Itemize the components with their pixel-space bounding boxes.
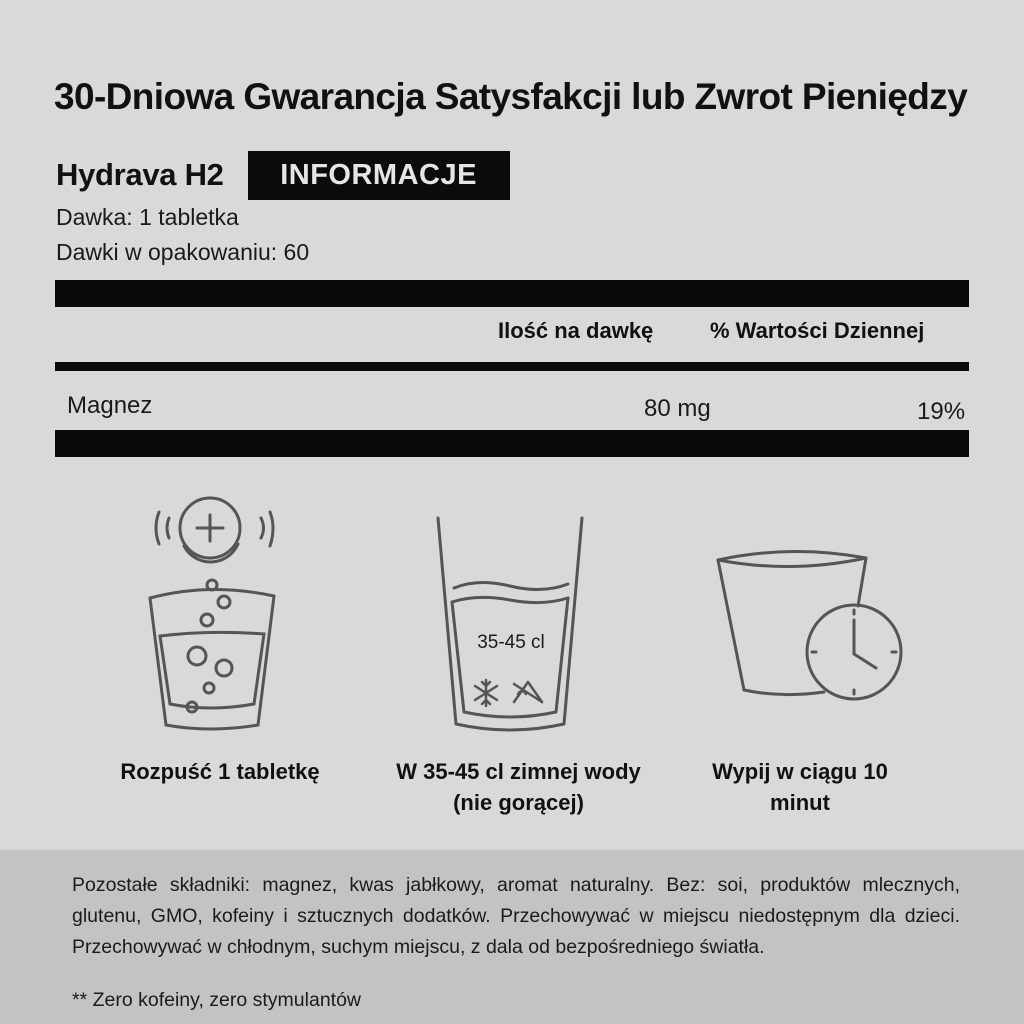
step-3-label: Wypij w ciągu 10 minut: [712, 759, 888, 815]
column-header-daily-value: % Wartości Dziennej: [710, 318, 925, 343]
step-2-label: W 35-45 cl zimnej wody (nie gorącej): [396, 759, 641, 815]
glass-volume-text: 35-45 cl: [477, 632, 545, 653]
product-header: [56, 150, 510, 200]
step-1-label: Rozpuść 1 tabletkę: [120, 759, 320, 784]
product-name: Hydrava H2: [56, 157, 224, 192]
table-bottom-bar: [55, 430, 969, 457]
water-glass-icon: [428, 512, 593, 747]
nutrient-amount: 80 mg: [644, 395, 711, 422]
footnote-text: ** Zero kofeiny, zero stymulantów: [72, 989, 362, 1011]
nutrient-daily-value: 19%: [917, 398, 966, 425]
column-header-amount: Ilość na dawkę: [498, 318, 654, 343]
nutrient-name: Magnez: [67, 392, 153, 419]
cup-clock-icon: [712, 540, 912, 705]
dose-text: Dawka: 1 tabletka: [56, 204, 239, 230]
ingredients-text: Pozostałe składniki: magnez, kwas jabłkowy, aromat naturalny. Bez: soi, produktów mlecznych, glutenu, GMO, kofeiny i sztucznych dodatków. Przechowywać w miejscu niedostępnym dla dzieci. Przechowywać w chłodnym, suchym miejscu, z dala od bezpośredniego światła.: [72, 874, 960, 958]
dissolving-tablet-icon: [140, 490, 285, 745]
table-top-bar: [55, 280, 969, 307]
servings-text: Dawki w opakowaniu: 60: [56, 239, 310, 265]
page-headline: 30-Dniowa Gwarancja Satysfakcji lub Zwrot Pieniędzy: [54, 76, 968, 117]
table-header-divider: [55, 362, 969, 371]
info-badge: INFORMACJE: [248, 151, 510, 200]
